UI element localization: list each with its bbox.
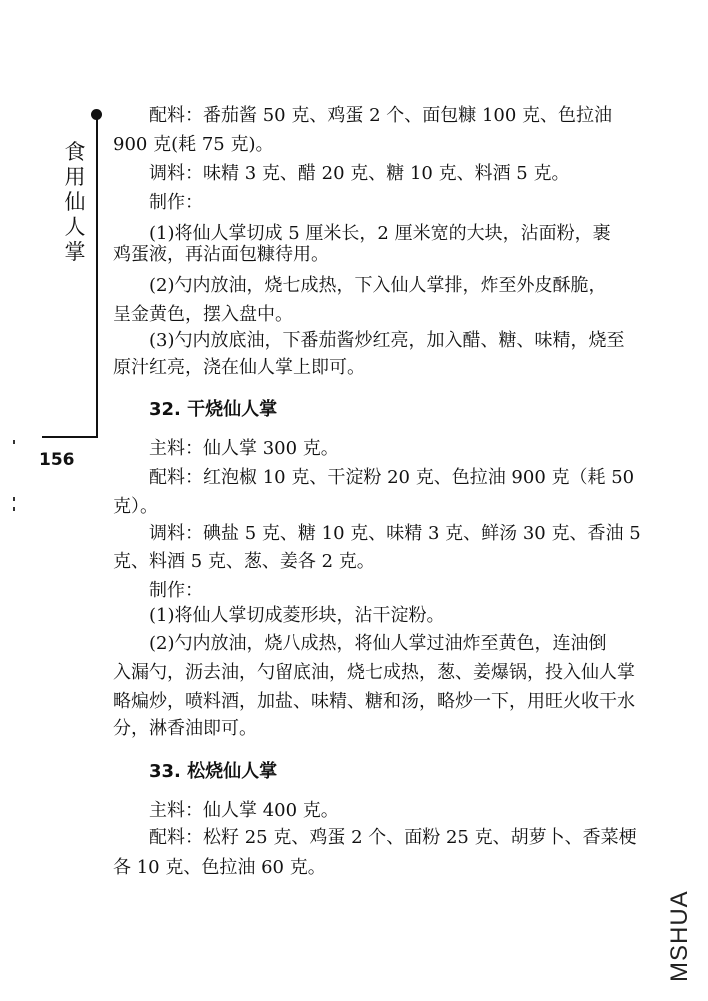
recipe-heading: 32. 干烧仙人掌 xyxy=(149,399,278,420)
body-line: 900 克(耗 75 克)。 xyxy=(113,134,274,155)
body-line: 调料：碘盐 5 克、糖 10 克、味精 3 克、鲜汤 30 克、香油 5 xyxy=(149,523,641,544)
body-line: (3)勺内放底油，下番茄酱炒红亮，加入醋、糖、味精，烧至 xyxy=(149,330,625,351)
body-line: 克、料酒 5 克、葱、姜各 2 克。 xyxy=(113,551,375,572)
scan-mark xyxy=(13,507,15,511)
body-line: 鸡蛋液，再沾面包糠待用。 xyxy=(113,244,329,265)
margin-horizontal-rule xyxy=(42,436,98,438)
body-line: 制作： xyxy=(149,580,203,601)
body-line: 主料：仙人掌 400 克。 xyxy=(149,800,339,821)
body-line: (2)勺内放油，烧八成热，将仙人掌过油炸至黄色，连油倒 xyxy=(149,633,607,654)
body-line: 入漏勺，沥去油，勺留底油，烧七成热，葱、姜爆锅，投入仙人掌 xyxy=(113,662,635,683)
body-line: 略煸炒，喷料酒，加盐、味精、糖和汤，略炒一下，用旺火收干水 xyxy=(113,691,635,712)
body-line: 配料：番茄酱 50 克、鸡蛋 2 个、面包糠 100 克、色拉油 xyxy=(149,105,613,126)
margin-vertical-rule xyxy=(96,116,98,438)
body-line: 各 10 克、色拉油 60 克。 xyxy=(113,857,326,878)
running-book-title: 食用仙人掌 xyxy=(64,140,86,264)
body-line: 调料：味精 3 克、醋 20 克、糖 10 克、料酒 5 克。 xyxy=(149,163,570,184)
scan-mark xyxy=(13,497,15,501)
body-line: 原汁红亮，浇在仙人掌上即可。 xyxy=(113,357,365,378)
body-line: (1)将仙人掌切成 5 厘米长，2 厘米宽的大块，沾面粉，裹 xyxy=(149,223,611,244)
watermark: MSHUA xyxy=(666,890,693,982)
body-line: (2)勺内放油，烧七成热，下入仙人掌排，炸至外皮酥脆， xyxy=(149,275,607,296)
body-line: 克）。 xyxy=(113,496,158,517)
body-line: 制作： xyxy=(149,192,203,213)
body-line: 分，淋香油即可。 xyxy=(113,718,257,739)
scan-mark xyxy=(13,440,15,444)
body-line: (1)将仙人掌切成菱形块，沾干淀粉。 xyxy=(149,605,445,626)
body-line: 配料：红泡椒 10 克、干淀粉 20 克、色拉油 900 克（耗 50 xyxy=(149,467,635,488)
body-line: 呈金黄色，摆入盘中。 xyxy=(113,304,293,325)
body-line: 配料：松籽 25 克、鸡蛋 2 个、面粉 25 克、胡萝卜、香菜梗 xyxy=(149,827,637,848)
page-number: 156 xyxy=(39,450,75,470)
recipe-heading: 33. 松烧仙人掌 xyxy=(149,761,278,782)
body-line: 主料：仙人掌 300 克。 xyxy=(149,438,339,459)
